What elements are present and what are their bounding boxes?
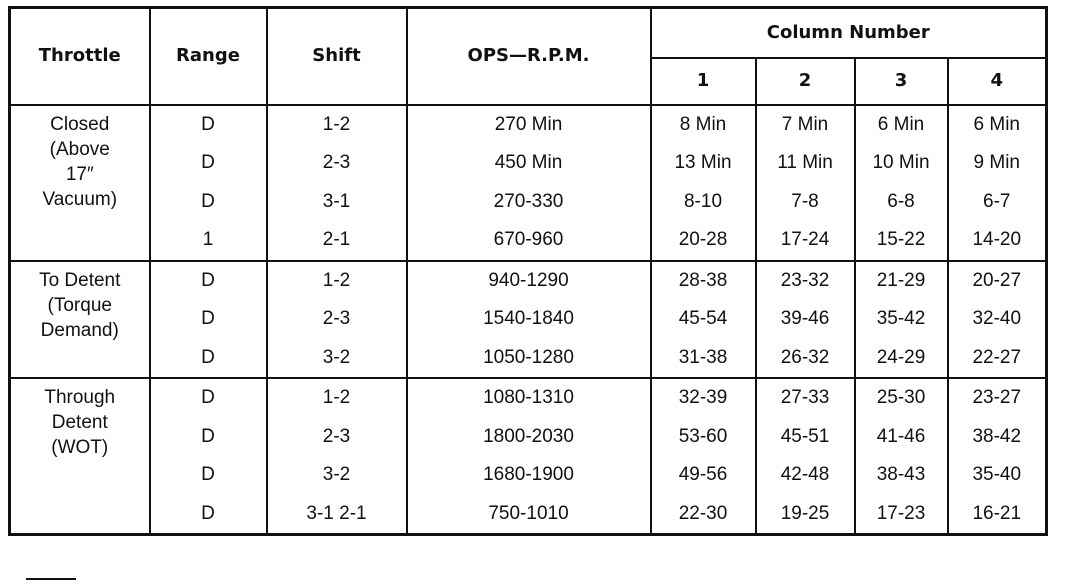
column-1-cell bbox=[651, 261, 756, 379]
column-2-cell bbox=[756, 261, 855, 379]
column-4-header: 4 bbox=[948, 58, 1047, 105]
column-2-value: 42-48 bbox=[780, 464, 830, 485]
column-2-value: 39-46 bbox=[780, 308, 830, 329]
throttle-condition-line: Detent bbox=[51, 412, 108, 433]
range-value: D bbox=[201, 464, 215, 485]
column-4-value: 32-40 bbox=[972, 308, 1022, 329]
range-cell bbox=[150, 105, 267, 261]
throttle-condition-line: 17″ bbox=[65, 163, 94, 185]
column-2-value: 7-8 bbox=[791, 190, 819, 212]
shift-value: 3-1 2-1 bbox=[306, 502, 367, 524]
column-4-cell bbox=[948, 105, 1047, 261]
range-value: D bbox=[201, 346, 215, 368]
ops-rpm-value: 270 Min bbox=[494, 113, 563, 135]
range-value: D bbox=[201, 425, 215, 447]
column-3-value: 21-29 bbox=[876, 269, 926, 291]
column-3-value: 25-30 bbox=[876, 387, 926, 408]
range-value: D bbox=[201, 308, 215, 329]
column-1-value: 28-38 bbox=[678, 269, 728, 291]
shift-value: 2-3 bbox=[322, 152, 351, 173]
footnote-rule bbox=[26, 578, 76, 580]
range-value: 1 bbox=[202, 229, 214, 250]
column-2-value: 19-25 bbox=[780, 502, 830, 524]
column-1-value: 8-10 bbox=[683, 190, 723, 212]
column-3-value: 24-29 bbox=[876, 346, 926, 368]
ops-rpm-value: 1800-2030 bbox=[483, 425, 574, 447]
ops-rpm-value: 1050-1280 bbox=[483, 346, 574, 368]
column-4-value: 20-27 bbox=[972, 269, 1022, 291]
shift-value: 3-1 bbox=[322, 190, 351, 212]
ops-rpm-value: 450 Min bbox=[494, 152, 563, 173]
column-4-value: 6 Min bbox=[973, 113, 1020, 135]
ops-rpm-value: 1680-1900 bbox=[483, 464, 574, 485]
column-3-value: 38-43 bbox=[876, 464, 926, 485]
column-1-cell bbox=[651, 378, 756, 535]
throttle-condition-line: (Torque bbox=[47, 294, 112, 316]
range-value: D bbox=[201, 190, 215, 212]
throttle-condition-line: To Detent bbox=[39, 269, 121, 291]
column-3-value: 15-22 bbox=[876, 229, 926, 250]
throttle-condition-line: Vacuum) bbox=[42, 188, 118, 210]
shift-cell bbox=[267, 105, 407, 261]
ops-rpm-value: 1540-1840 bbox=[483, 308, 574, 329]
column-2-value: 45-51 bbox=[780, 425, 830, 447]
column-4-value: 22-27 bbox=[972, 346, 1022, 368]
column-2-value: 17-24 bbox=[780, 229, 830, 250]
range-cell bbox=[150, 378, 267, 535]
column-number-header: Column Number bbox=[651, 8, 1047, 58]
ops-rpm-cell bbox=[407, 261, 651, 379]
column-3-value: 41-46 bbox=[876, 425, 926, 447]
column-3-value: 35-42 bbox=[876, 308, 926, 329]
column-1-value: 8 Min bbox=[679, 113, 727, 135]
column-2-value: 11 Min bbox=[777, 152, 833, 173]
shift-value: 1-2 bbox=[322, 387, 351, 408]
column-4-value: 35-40 bbox=[972, 464, 1022, 485]
range-cell bbox=[150, 261, 267, 379]
column-1-header: 1 bbox=[651, 58, 756, 105]
column-4-value: 14-20 bbox=[972, 229, 1022, 250]
column-2-header: 2 bbox=[756, 58, 855, 105]
column-1-value: 45-54 bbox=[678, 308, 728, 329]
ops-rpm-header: OPS—R.P.M. bbox=[407, 8, 651, 105]
column-1-value: 32-39 bbox=[678, 387, 728, 408]
column-4-value: 23-27 bbox=[972, 387, 1022, 408]
throttle-condition-line: Demand) bbox=[40, 319, 119, 341]
ops-rpm-cell bbox=[407, 378, 651, 535]
column-2-value: 7 Min bbox=[781, 113, 829, 135]
ops-rpm-value: 1080-1310 bbox=[483, 387, 574, 408]
shift-header: Shift bbox=[267, 8, 407, 105]
column-3-value: 6-8 bbox=[887, 190, 915, 212]
shift-value: 2-3 bbox=[322, 425, 351, 447]
column-2-value: 27-33 bbox=[780, 387, 830, 408]
column-3-value: 6 Min bbox=[877, 113, 925, 135]
shift-value: 3-2 bbox=[322, 464, 351, 485]
throttle-group-row bbox=[10, 378, 1047, 535]
throttle-condition-line: (Above bbox=[49, 138, 110, 160]
throttle-group-row bbox=[10, 261, 1047, 379]
column-1-cell bbox=[651, 105, 756, 261]
column-4-value: 38-42 bbox=[972, 425, 1022, 447]
column-1-value: 53-60 bbox=[678, 425, 728, 447]
column-2-cell bbox=[756, 378, 855, 535]
column-3-value: 10 Min bbox=[872, 152, 930, 173]
ops-rpm-value: 750-1010 bbox=[488, 502, 569, 524]
throttle-condition-line: (WOT) bbox=[51, 437, 109, 458]
column-2-cell bbox=[756, 105, 855, 261]
shift-value: 2-1 bbox=[322, 229, 351, 250]
column-4-cell bbox=[948, 261, 1047, 379]
throttle-condition-line: Through bbox=[44, 387, 116, 408]
shift-value: 3-2 bbox=[322, 346, 351, 368]
range-value: D bbox=[201, 113, 215, 135]
throttle-condition-line: Closed bbox=[50, 113, 110, 135]
shift-speed-table bbox=[8, 6, 1048, 536]
throttle-condition-cell bbox=[10, 105, 150, 261]
column-1-value: 13 Min bbox=[674, 152, 732, 173]
shift-cell bbox=[267, 378, 407, 535]
throttle-header: Throttle bbox=[10, 8, 150, 105]
range-value: D bbox=[201, 269, 215, 291]
ops-rpm-value: 940-1290 bbox=[488, 269, 569, 291]
table-body bbox=[10, 105, 1047, 535]
column-4-cell bbox=[948, 378, 1047, 535]
range-value: D bbox=[201, 387, 215, 408]
column-1-value: 20-28 bbox=[678, 229, 728, 250]
column-2-value: 26-32 bbox=[780, 346, 830, 368]
ops-rpm-value: 670-960 bbox=[493, 229, 564, 250]
column-3-value: 17-23 bbox=[876, 502, 926, 524]
throttle-group-row bbox=[10, 105, 1047, 261]
ops-rpm-value: 270-330 bbox=[493, 190, 564, 212]
column-4-value: 9 Min bbox=[973, 152, 1020, 173]
throttle-condition-cell bbox=[10, 378, 150, 535]
column-2-value: 23-32 bbox=[780, 269, 830, 291]
column-1-value: 31-38 bbox=[678, 346, 728, 368]
shift-value: 2-3 bbox=[322, 308, 351, 329]
column-3-header: 3 bbox=[855, 58, 948, 105]
column-3-cell bbox=[855, 378, 948, 535]
range-value: D bbox=[201, 502, 215, 524]
shift-value: 1-2 bbox=[322, 269, 351, 291]
column-3-cell bbox=[855, 105, 948, 261]
column-4-value: 16-21 bbox=[972, 502, 1022, 524]
range-header: Range bbox=[150, 8, 267, 105]
shift-value: 1-2 bbox=[322, 113, 351, 135]
column-1-value: 22-30 bbox=[678, 502, 728, 524]
shift-cell bbox=[267, 261, 407, 379]
throttle-condition-cell bbox=[10, 261, 150, 379]
column-4-value: 6-7 bbox=[983, 190, 1011, 212]
column-1-value: 49-56 bbox=[678, 464, 728, 485]
column-3-cell bbox=[855, 261, 948, 379]
ops-rpm-cell bbox=[407, 105, 651, 261]
range-value: D bbox=[201, 152, 215, 173]
